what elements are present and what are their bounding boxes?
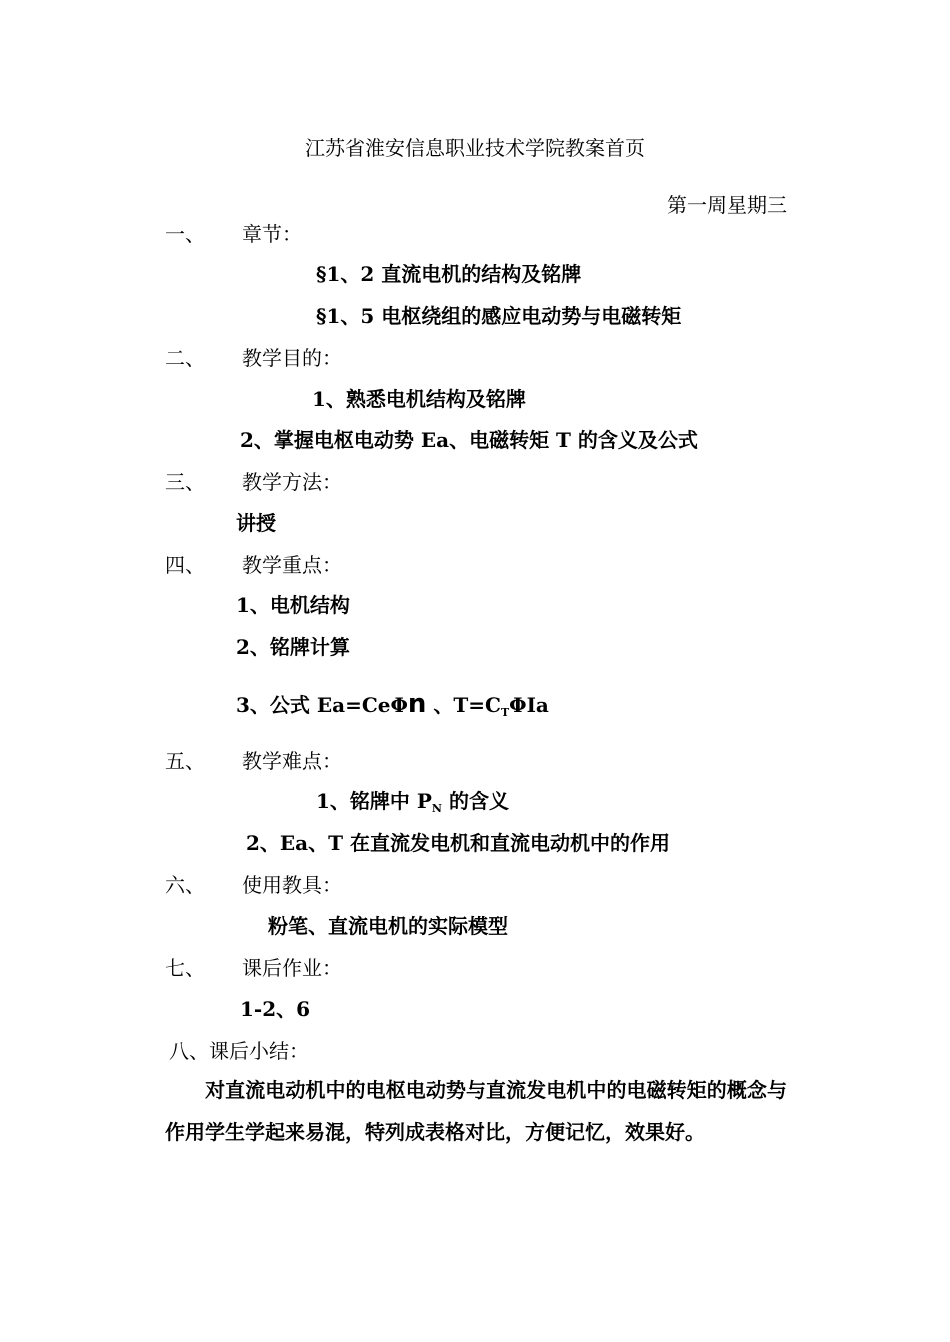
method-value: 讲授: [236, 511, 276, 535]
summary-text: 对直流电动机中的电枢电动势与直流发电机中的电磁转矩的概念与作用学生学起来易混，特列成表格对比，方便记忆，效果好。: [165, 1078, 787, 1144]
section-label-key-points: 教学重点：: [242, 553, 342, 577]
week-label: 第一周星期三: [667, 193, 787, 217]
section-number-6: 六、: [165, 873, 205, 897]
section-label-difficulties: 教学难点：: [242, 749, 342, 773]
key-point-2: 2、铭牌计算: [236, 635, 350, 659]
difficulty-item-1: [316, 789, 509, 817]
tools-value: 粉笔、直流电机的实际模型: [268, 914, 508, 938]
summary-paragraph: [165, 1069, 787, 1153]
key-point-3: [236, 689, 549, 721]
section-number-3: 三、: [165, 470, 205, 494]
key-point-3-end: ΦIa: [509, 693, 549, 717]
section-number-1: 一、: [165, 222, 205, 246]
key-point-3-mid: 、T=C: [426, 693, 501, 717]
difficulty-1-end: 的含义: [441, 789, 509, 813]
homework-value: 1-2、6: [240, 997, 311, 1021]
chapter-item-2: §1、5 电枢绕组的感应电动势与电磁转矩: [316, 304, 682, 328]
difficulty-1-subscript: N: [431, 802, 442, 815]
section-label-chapter: 章节：: [242, 222, 302, 246]
key-point-3-prefix: 3、公式 Ea=CeΦ: [236, 693, 408, 717]
section-label-objectives: 教学目的：: [242, 346, 342, 370]
objective-item-2: 2、掌握电枢电动势 Ea、电磁转矩 T 的含义及公式: [240, 428, 698, 452]
section-label-tools: 使用教具：: [242, 873, 342, 897]
section-number-7: 七、: [165, 956, 205, 980]
section-label-homework: 课后作业：: [242, 956, 342, 980]
section-number-2: 二、: [165, 346, 205, 370]
summary-heading: 八、课后小结：: [169, 1039, 309, 1063]
key-point-1: 1、电机结构: [236, 593, 350, 617]
chapter-item-1: §1、2 直流电机的结构及铭牌: [316, 262, 582, 286]
objective-item-1: 1、熟悉电机结构及铭牌: [312, 387, 526, 411]
section-number-4: 四、: [165, 553, 205, 577]
difficulty-item-2: 2、Ea、T 在直流发电机和直流电动机中的作用: [246, 831, 670, 855]
section-number-5: 五、: [165, 749, 205, 773]
key-point-3-n: n: [407, 689, 427, 719]
document-title: 江苏省淮安信息职业技术学院教案首页: [305, 136, 645, 160]
difficulty-1-prefix: 1、铭牌中 P: [316, 789, 432, 813]
section-label-method: 教学方法：: [242, 470, 342, 494]
key-point-3-subscript: T: [500, 706, 510, 719]
